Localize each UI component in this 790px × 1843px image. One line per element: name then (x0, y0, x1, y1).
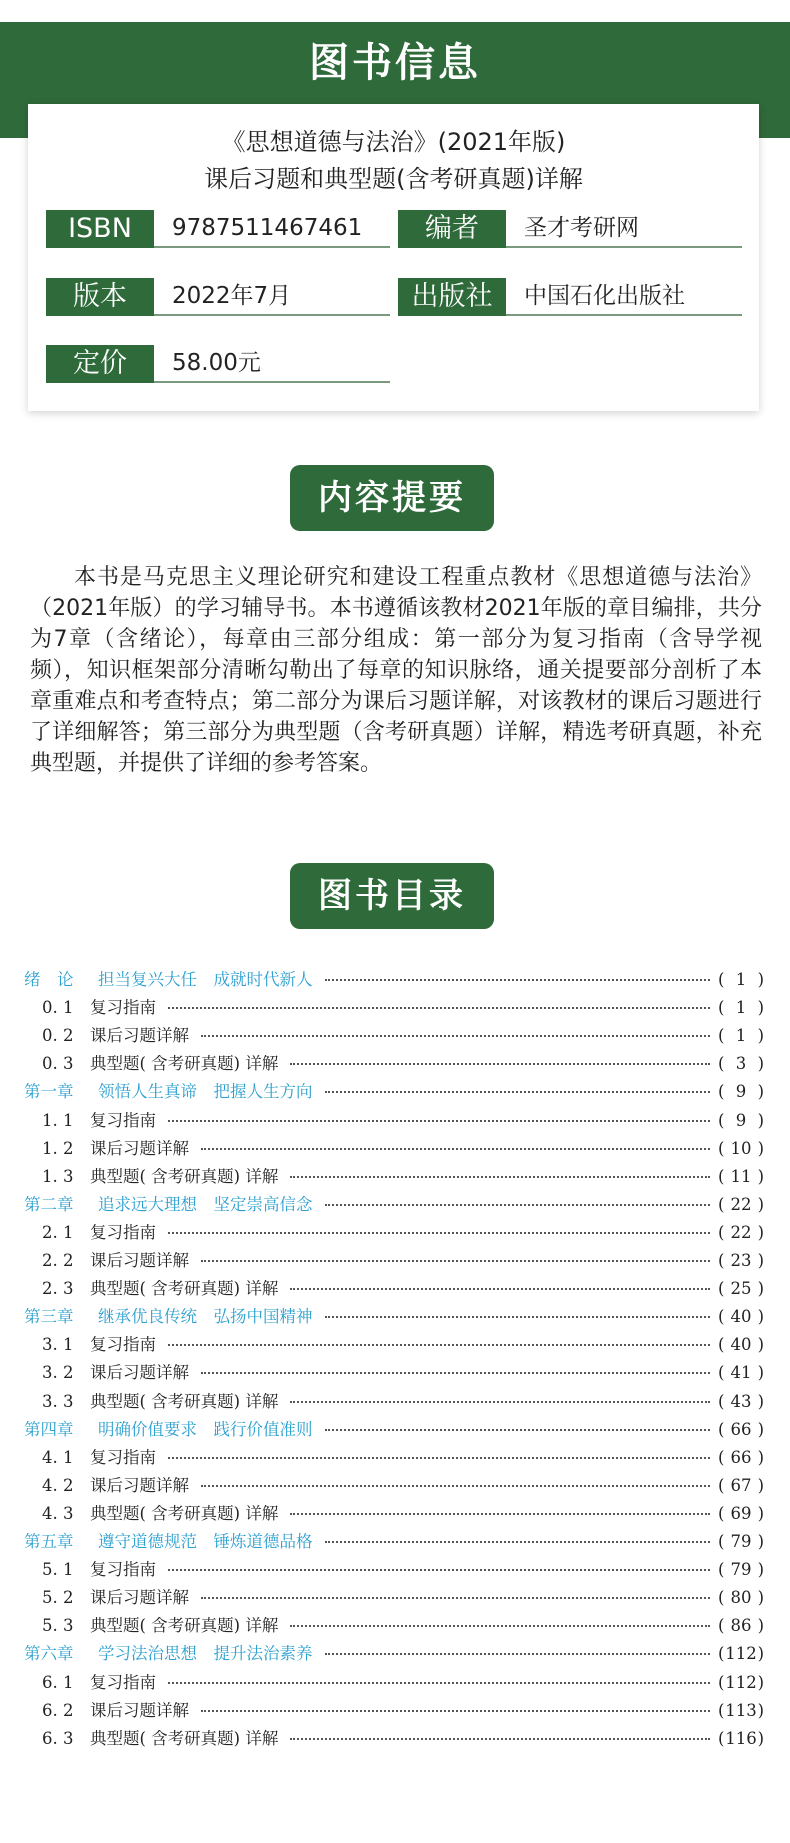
toc-section-row (0, 1584, 790, 1612)
toc-chapter-row (0, 1528, 790, 1556)
toc-leader-dots (201, 1260, 710, 1262)
toc-leader-dots (325, 1204, 710, 1206)
toc-number: 第三章 (24, 1307, 74, 1327)
toc-leader-dots (168, 1120, 710, 1122)
toc-leader-dots (168, 1232, 710, 1234)
toc-leader-dots (325, 1653, 710, 1655)
toc-leader-dots (168, 1457, 710, 1459)
toc-number: 2. 1 (42, 1222, 74, 1242)
toc-number: 6. 2 (42, 1700, 74, 1720)
toc-page-number: ( 1 ) (718, 966, 764, 994)
toc-page-number: ( 43 ) (718, 1388, 764, 1416)
toc-title: 领悟人生真谛 把握人生方向 (98, 1082, 313, 1102)
editor-value: 圣才考研网 (524, 215, 639, 241)
toc-page-number: ( 22 ) (718, 1219, 764, 1247)
toc-leader-dots (168, 1569, 710, 1571)
toc-page-number: ( 25 ) (718, 1275, 764, 1303)
header-title: 图书信息 (309, 40, 481, 86)
toc-leader-dots (290, 1401, 710, 1403)
toc-section-row (0, 1444, 790, 1472)
toc-number: 2. 2 (42, 1251, 74, 1270)
toc-chapter-row (0, 1640, 790, 1668)
toc-section-row (0, 1163, 790, 1191)
toc-section-row (0, 1472, 790, 1500)
edition-field (46, 278, 390, 316)
toc-section-row (0, 1219, 790, 1247)
toc-leader-dots (168, 1344, 710, 1346)
toc-number: 第二章 (24, 1194, 74, 1214)
toc-number: 0. 3 (42, 1054, 74, 1074)
toc-number: 第四章 (24, 1419, 74, 1439)
summary-heading: 内容提要 (290, 465, 494, 531)
toc-section-row (0, 1612, 790, 1640)
toc-leader-dots (201, 1710, 710, 1712)
toc-page-number: ( 79 ) (718, 1528, 764, 1556)
toc-leader-dots (290, 1513, 710, 1515)
toc-page-number: ( 66 ) (718, 1444, 764, 1472)
summary-text: 本书是马克思主义理论研究和建设工程重点教材《思想道德与法治》（2021年版）的学习辅导书。本书遵循该教材2021年版的章目编排，共分为7章（含绪论），每章由三部分组成：第一部分为复习指南（含导学视频），知识框架部分清晰勾勒出了每章的知识脉络，通关提要部分剖析了本章重难点和考查特点；第二部分为课后习题详解，对该教材的课后习题进行了详细解答；第三部分为典型题（含考研真题）详解，精选考研真题，补充典型题，并提供了详细的参考答案。 (30, 565, 762, 776)
toc-section-row (0, 1050, 790, 1078)
toc-chapter-row (0, 1303, 790, 1331)
toc-title: 典型题( 含考研真题) 详解 (90, 1616, 279, 1636)
toc-leader-dots (290, 1063, 710, 1065)
price-label: 定价 (46, 345, 154, 383)
toc-page-number: ( 116 ) (718, 1725, 764, 1753)
toc-page-number: ( 22 ) (718, 1191, 764, 1219)
toc-page-number: ( 86 ) (718, 1612, 764, 1640)
toc-page-number: ( 9 ) (718, 1078, 764, 1106)
isbn-value: 9787511467461 (172, 215, 363, 241)
toc-number: 4. 3 (42, 1503, 74, 1523)
toc-title: 复习指南 (90, 998, 156, 1018)
toc-title: 复习指南 (90, 1447, 156, 1467)
toc-section-row (0, 994, 790, 1022)
toc-title: 担当复兴大任 成就时代新人 (98, 970, 313, 989)
price-value: 58.00元 (172, 350, 261, 376)
toc-page-number: ( 112 ) (718, 1669, 764, 1697)
isbn-label: ISBN (46, 210, 154, 248)
toc-page-number: ( 113 ) (718, 1697, 764, 1725)
toc-page-number: ( 10 ) (718, 1135, 764, 1163)
toc-chapter-row (0, 1191, 790, 1219)
toc-chapter-row (0, 1078, 790, 1106)
toc-title: 继承优良传统 弘扬中国精神 (98, 1307, 313, 1327)
toc-leader-dots (325, 1429, 710, 1431)
toc-page-number: ( 1 ) (718, 994, 764, 1022)
publisher-value: 中国石化出版社 (524, 283, 685, 309)
toc-title: 课后习题详解 (90, 1026, 189, 1046)
toc-leader-dots (201, 1035, 710, 1037)
toc-number: 3. 2 (42, 1363, 74, 1383)
toc-page-number: ( 41 ) (718, 1359, 764, 1387)
toc-number: 5. 1 (42, 1560, 74, 1580)
toc-number: 5. 2 (42, 1588, 74, 1608)
toc-number: 第六章 (24, 1644, 74, 1664)
toc-title: 复习指南 (90, 1560, 156, 1580)
toc-section-row (0, 1331, 790, 1359)
toc-title: 复习指南 (90, 1672, 156, 1692)
toc-leader-dots (290, 1738, 710, 1740)
toc-page-number: ( 40 ) (718, 1331, 764, 1359)
toc-number: 4. 2 (42, 1475, 74, 1495)
toc-title: 复习指南 (90, 1335, 156, 1355)
toc-leader-dots (290, 1288, 710, 1290)
toc-number: 0. 2 (42, 1026, 74, 1046)
book-info-card (28, 104, 759, 411)
toc-leader-dots (325, 1541, 710, 1543)
toc-title: 典型题( 含考研真题) 详解 (90, 1279, 279, 1299)
toc-title: 课后习题详解 (90, 1363, 189, 1383)
toc-section-row (0, 1388, 790, 1416)
toc-leader-dots (325, 979, 710, 981)
toc-page-number: ( 67 ) (718, 1472, 764, 1500)
toc-title: 复习指南 (90, 1222, 156, 1242)
toc-number: 3. 1 (42, 1335, 74, 1355)
toc-page-number: ( 66 ) (718, 1416, 764, 1444)
toc-heading: 图书目录 (290, 863, 494, 929)
publisher-field (398, 278, 742, 316)
toc-number: 1. 3 (42, 1166, 74, 1186)
toc-leader-dots (201, 1148, 710, 1150)
toc-section-row (0, 1022, 790, 1050)
toc-title: 课后习题详解 (90, 1138, 189, 1158)
toc-number: 1. 2 (42, 1138, 74, 1158)
toc-number: 绪 论 (24, 970, 74, 989)
book-title-line2: 课后习题和典型题(含考研真题)详解 (204, 165, 583, 193)
toc-number: 3. 3 (42, 1391, 74, 1411)
toc-title: 明确价值要求 践行价值准则 (98, 1419, 313, 1439)
publisher-label: 出版社 (398, 278, 506, 316)
book-title-line1: 《思想道德与法治》(2021年版) (221, 128, 566, 156)
toc-leader-dots (168, 1682, 710, 1684)
toc-title: 课后习题详解 (90, 1475, 189, 1495)
toc-leader-dots (290, 1176, 710, 1178)
toc-section-row (0, 1107, 790, 1135)
toc-leader-dots (168, 1007, 710, 1009)
toc-section-row (0, 1247, 790, 1275)
toc-title: 追求远大理想 坚定崇高信念 (98, 1194, 313, 1214)
toc-page-number: ( 79 ) (718, 1556, 764, 1584)
toc-number: 第一章 (24, 1082, 74, 1102)
toc-title: 课后习题详解 (90, 1588, 189, 1608)
toc-page-number: ( 9 ) (718, 1107, 764, 1135)
toc-number: 4. 1 (42, 1447, 74, 1467)
toc-number: 1. 1 (42, 1110, 74, 1130)
toc-page-number: ( 23 ) (718, 1247, 764, 1275)
editor-label: 编者 (398, 210, 506, 248)
toc-title: 典型题( 含考研真题) 详解 (90, 1166, 279, 1186)
toc-section-row (0, 1669, 790, 1697)
toc-title: 典型题( 含考研真题) 详解 (90, 1503, 279, 1523)
toc-section-row (0, 1725, 790, 1753)
toc-number: 6. 1 (42, 1672, 74, 1692)
isbn-field (46, 210, 390, 248)
toc-title: 典型题( 含考研真题) 详解 (90, 1054, 279, 1074)
toc-leader-dots (290, 1625, 710, 1627)
price-field (46, 345, 390, 383)
toc-section-row (0, 1556, 790, 1584)
toc-section-row (0, 1135, 790, 1163)
toc-page-number: ( 112 ) (718, 1640, 764, 1668)
toc-section-row (0, 1697, 790, 1725)
toc-leader-dots (201, 1485, 710, 1487)
toc-page-number: ( 11 ) (718, 1163, 764, 1191)
toc-title: 学习法治思想 提升法治素养 (98, 1644, 313, 1664)
toc-title: 典型题( 含考研真题) 详解 (90, 1728, 279, 1748)
toc-chapter-row (0, 1416, 790, 1444)
toc-page-number: ( 40 ) (718, 1303, 764, 1331)
edition-value: 2022年7月 (172, 283, 292, 309)
toc-page-number: ( 80 ) (718, 1584, 764, 1612)
toc-leader-dots (325, 1316, 710, 1318)
toc-leader-dots (201, 1372, 710, 1374)
toc-leader-dots (325, 1091, 710, 1093)
toc-page-number: ( 3 ) (718, 1050, 764, 1078)
toc-page-number: ( 1 ) (718, 1022, 764, 1050)
toc-number: 5. 3 (42, 1616, 74, 1636)
toc-page-number: ( 69 ) (718, 1500, 764, 1528)
toc-title: 遵守道德规范 锤炼道德品格 (98, 1532, 313, 1551)
toc-title: 复习指南 (90, 1110, 156, 1130)
toc-leader-dots (201, 1597, 710, 1599)
toc-title: 课后习题详解 (90, 1700, 189, 1720)
toc-section-row (0, 1500, 790, 1528)
toc-title: 典型题( 含考研真题) 详解 (90, 1391, 279, 1411)
edition-label: 版本 (46, 278, 154, 316)
editor-field (398, 210, 742, 248)
toc-number: 0. 1 (42, 998, 74, 1018)
toc-number: 2. 3 (42, 1279, 74, 1299)
toc-section-row (0, 1275, 790, 1303)
toc-number: 6. 3 (42, 1728, 74, 1748)
toc-number: 第五章 (24, 1532, 74, 1551)
toc-title: 课后习题详解 (90, 1251, 189, 1270)
toc-section-row (0, 1359, 790, 1387)
toc-chapter-row (0, 966, 790, 994)
